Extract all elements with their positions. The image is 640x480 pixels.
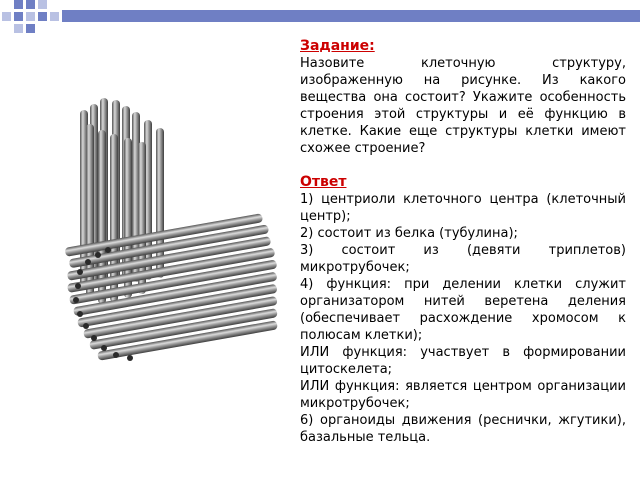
- task-text: Назовите клеточную структуру, изображенную на рисунке. Из какого вещества она состоит? Укажите особенность строения этой структуры и её функцию в клетке. Какие еще структуры клетки имеют схожее строение?: [300, 56, 626, 156]
- answer-line: ИЛИ функция: является центром организации микротрубочек;: [300, 379, 626, 411]
- deco-square: [38, 0, 47, 9]
- deco-square: [14, 24, 23, 33]
- task-heading: Задание:: [300, 38, 375, 54]
- deco-square: [38, 12, 47, 21]
- answer-line: 6) органоиды движения (реснички, жгутики), базальные тельца.: [300, 413, 626, 445]
- deco-square: [50, 12, 59, 21]
- answer-line: 4) функция: при делении клетки служит организатором нитей веретена деления (обеспечивает расхождение хромосом к полюсам клетки);: [300, 277, 626, 343]
- answer-line: 2) состоит из белка (тубулина);: [300, 226, 518, 241]
- header-band: [62, 10, 640, 22]
- spacer: [300, 157, 626, 174]
- deco-square: [14, 0, 23, 9]
- text-block: [300, 38, 626, 446]
- deco-square: [26, 24, 35, 33]
- header-white-strip: [62, 0, 640, 10]
- deco-square: [26, 12, 35, 21]
- answer-heading: Ответ: [300, 174, 347, 190]
- centriole-illustration: [60, 90, 290, 410]
- deco-square: [26, 0, 35, 9]
- deco-square: [2, 12, 11, 21]
- answer-line: ИЛИ функция: участвует в формировании цитоскелета;: [300, 345, 626, 377]
- answer-line: 1) центриоли клеточного центра (клеточный центр);: [300, 192, 626, 224]
- deco-square: [14, 12, 23, 21]
- answer-line: 3) состоит из (девяти триплетов) микротрубочек;: [300, 243, 626, 275]
- decorative-header: [0, 0, 640, 40]
